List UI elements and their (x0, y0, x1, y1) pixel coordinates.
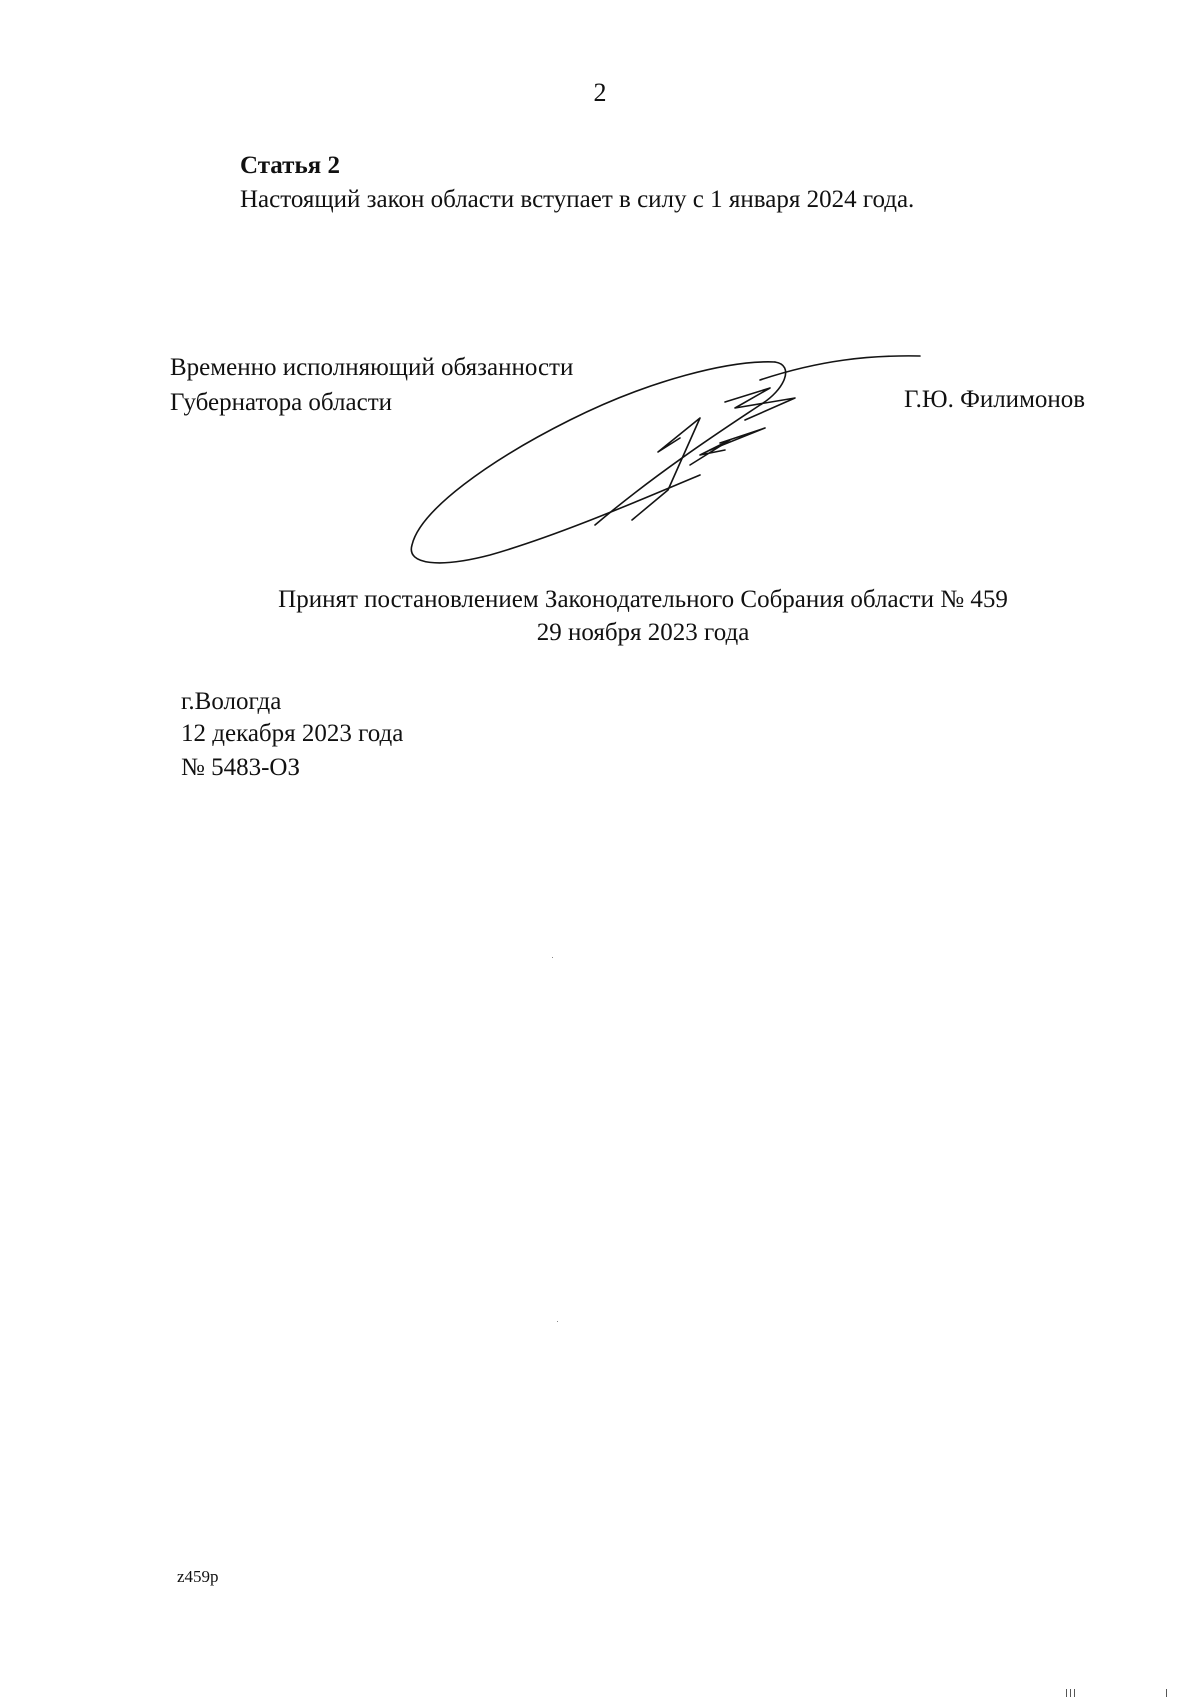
scan-edge-marks (1066, 1687, 1186, 1697)
article-heading: Статья 2 (240, 152, 340, 179)
scan-speck (552, 957, 553, 958)
signer-name: Г.Ю. Филимонов (904, 386, 1086, 413)
signer-title-line-2: Губернатора области (170, 389, 392, 416)
adoption-line-2: 29 ноября 2023 года (536, 619, 750, 646)
law-date: 12 декабря 2023 года (181, 720, 404, 747)
handwritten-signature-icon (400, 340, 960, 580)
document-code: z459p (177, 1567, 219, 1586)
law-number: № 5483-ОЗ (181, 754, 301, 781)
adoption-line-1: Принят постановлением Законодательного Собрания области № 459 (278, 586, 1008, 613)
place: г.Вологда (181, 688, 282, 715)
page-number: 2 (593, 78, 607, 107)
scan-speck (557, 1321, 558, 1322)
article-text: Настоящий закон области вступает в силу с 1 января 2024 года. (240, 186, 915, 213)
signer-title-line-1: Временно исполняющий обязанности (170, 354, 574, 381)
